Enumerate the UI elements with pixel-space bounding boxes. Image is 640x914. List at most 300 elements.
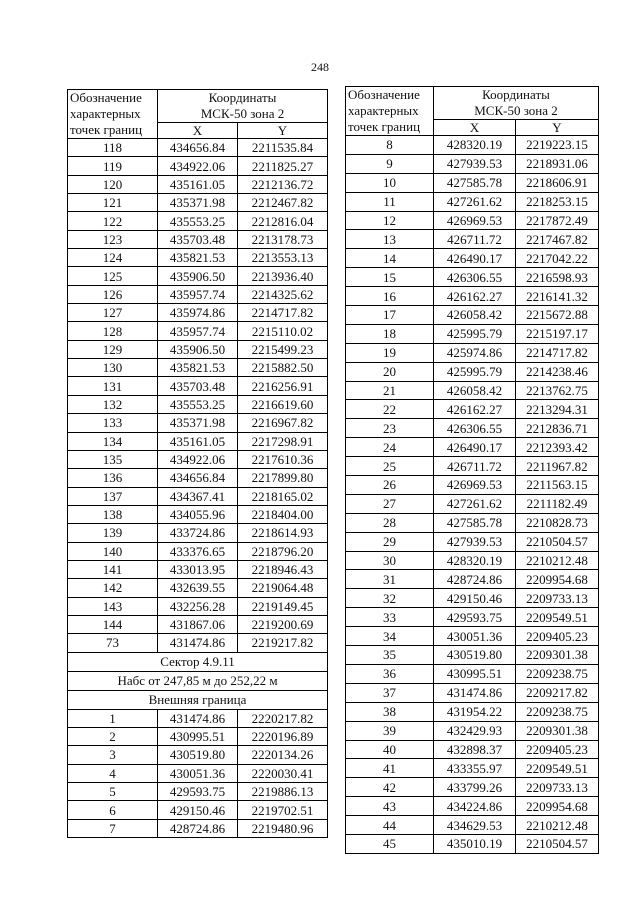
point-id-cell: 35 — [346, 646, 434, 665]
coordinates-table-left — [67, 89, 328, 838]
y-coordinate-cell: 2215197.17 — [516, 324, 599, 343]
point-id-cell: 131 — [68, 377, 158, 395]
table-row — [68, 469, 328, 487]
table-row — [68, 395, 328, 413]
table-row — [68, 579, 328, 597]
table-row — [68, 414, 328, 432]
y-coordinate-cell: 2209217.82 — [516, 683, 599, 702]
y-coordinate-cell: 2215499.23 — [238, 340, 328, 358]
table-row — [68, 432, 328, 450]
table-row — [68, 450, 328, 468]
x-coordinate-cell: 434629.53 — [434, 816, 516, 835]
x-coordinate-cell: 431954.22 — [434, 702, 516, 721]
y-coordinate-cell: 2214717.82 — [516, 343, 599, 362]
y-coordinate-cell: 2216619.60 — [238, 395, 328, 413]
x-coordinate-cell: 432429.93 — [434, 721, 516, 740]
y-coordinate-cell: 2210504.57 — [516, 532, 599, 551]
y-coordinate-cell: 2218796.20 — [238, 542, 328, 560]
table-row — [346, 608, 599, 627]
point-id-cell: 38 — [346, 702, 434, 721]
x-coordinate-cell: 430051.36 — [434, 627, 516, 646]
y-coordinate-cell: 2209238.75 — [516, 702, 599, 721]
point-id-cell: 7 — [68, 819, 158, 837]
table-row — [346, 702, 599, 721]
table-row — [346, 173, 599, 192]
x-coordinate-cell: 428320.19 — [434, 551, 516, 570]
point-id-cell: 121 — [68, 194, 158, 212]
x-coordinate-cell: 426711.72 — [434, 230, 516, 249]
table-row — [346, 400, 599, 419]
table-row — [346, 457, 599, 476]
point-id-cell: 9 — [346, 154, 434, 173]
y-coordinate-cell: 2213178.73 — [238, 230, 328, 248]
point-id-cell: 42 — [346, 778, 434, 797]
point-id-cell: 142 — [68, 579, 158, 597]
x-coordinate-cell: 433013.95 — [158, 560, 238, 578]
y-coordinate-cell: 2220217.82 — [238, 709, 328, 727]
designation-header-line: характерных — [348, 103, 419, 118]
point-id-cell: 29 — [346, 532, 434, 551]
x-coordinate-cell: 428320.19 — [434, 136, 516, 155]
y-coordinate-cell: 2210828.73 — [516, 513, 599, 532]
table-row — [68, 249, 328, 267]
table-row — [346, 532, 599, 551]
x-coordinate-cell: 435161.05 — [158, 175, 238, 193]
point-id-cell: 124 — [68, 249, 158, 267]
y-coordinate-cell: 2211967.82 — [516, 457, 599, 476]
y-coordinate-cell: 2218606.91 — [516, 173, 599, 192]
table-row — [68, 377, 328, 395]
x-coordinate-cell: 434367.41 — [158, 487, 238, 505]
y-coordinate-cell: 2217298.91 — [238, 432, 328, 450]
table-row — [68, 524, 328, 542]
y-coordinate-cell: 2214238.46 — [516, 362, 599, 381]
coordinate-system-label: МСК-50 зона 2 — [474, 103, 558, 118]
y-coordinate-cell: 2219223.15 — [516, 136, 599, 155]
right-table-body — [346, 136, 599, 854]
y-coordinate-cell: 2212836.71 — [516, 419, 599, 438]
left-table-body-outer-boundary — [68, 709, 328, 837]
x-coordinate-cell: 434656.84 — [158, 139, 238, 157]
x-coordinate-cell: 431474.86 — [158, 709, 238, 727]
point-id-cell: 129 — [68, 340, 158, 358]
x-coordinate-cell: 431474.86 — [158, 634, 238, 652]
x-coordinate-cell: 434224.86 — [434, 797, 516, 816]
x-coordinate-cell: 430519.80 — [434, 646, 516, 665]
x-coordinate-cell: 427261.62 — [434, 494, 516, 513]
y-coordinate-cell: 2209405.23 — [516, 740, 599, 759]
table-row — [346, 816, 599, 835]
x-coordinate-cell: 428724.86 — [434, 570, 516, 589]
y-coordinate-cell: 2218931.06 — [516, 154, 599, 173]
table-row — [346, 721, 599, 740]
point-id-cell: 12 — [346, 211, 434, 230]
y-coordinate-cell: 2209954.68 — [516, 570, 599, 589]
designation-header-line: Обозначение — [70, 90, 142, 105]
y-coordinate-cell: 2209301.38 — [516, 721, 599, 740]
y-coordinate-cell: 2211563.15 — [516, 476, 599, 495]
y-coordinate-cell: 2217872.49 — [516, 211, 599, 230]
table-row — [68, 230, 328, 248]
table-row — [68, 727, 328, 745]
table-row — [346, 494, 599, 513]
y-coordinate-cell: 2213553.13 — [238, 249, 328, 267]
y-coordinate-cell: 2220134.26 — [238, 746, 328, 764]
table-row — [68, 175, 328, 193]
point-id-cell: 126 — [68, 285, 158, 303]
designation-header — [346, 87, 434, 136]
table-row — [346, 306, 599, 325]
y-coordinate-cell: 2217610.36 — [238, 450, 328, 468]
x-coordinate-cell: 433724.86 — [158, 524, 238, 542]
x-coordinate-cell: 435957.74 — [158, 322, 238, 340]
table-row — [346, 476, 599, 495]
point-id-cell: 17 — [346, 306, 434, 325]
x-column-header: X — [158, 123, 238, 139]
x-coordinate-cell: 435703.48 — [158, 377, 238, 395]
point-id-cell: 45 — [346, 834, 434, 853]
y-coordinate-cell: 2214325.62 — [238, 285, 328, 303]
x-coordinate-cell: 430519.80 — [158, 746, 238, 764]
table-row — [68, 801, 328, 819]
y-coordinate-cell: 2215110.02 — [238, 322, 328, 340]
table-row — [346, 589, 599, 608]
y-coordinate-cell: 2217042.22 — [516, 249, 599, 268]
y-coordinate-cell: 2209954.68 — [516, 797, 599, 816]
point-id-cell: 20 — [346, 362, 434, 381]
point-id-cell: 22 — [346, 400, 434, 419]
x-coordinate-cell: 432639.55 — [158, 579, 238, 597]
x-coordinate-cell: 432898.37 — [434, 740, 516, 759]
x-coordinate-cell: 435957.74 — [158, 285, 238, 303]
y-coordinate-cell: 2213936.40 — [238, 267, 328, 285]
point-id-cell: 1 — [68, 709, 158, 727]
table-row — [346, 513, 599, 532]
y-coordinate-cell: 2214717.82 — [238, 304, 328, 322]
x-coordinate-cell: 429150.46 — [434, 589, 516, 608]
point-id-cell: 10 — [346, 173, 434, 192]
sector-boundary-label: Внешняя граница — [68, 690, 328, 709]
point-id-cell: 14 — [346, 249, 434, 268]
point-id-cell: 5 — [68, 783, 158, 801]
y-coordinate-cell: 2210212.48 — [516, 551, 599, 570]
x-coordinate-cell: 434055.96 — [158, 505, 238, 523]
x-coordinate-cell: 427585.78 — [434, 513, 516, 532]
point-id-cell: 134 — [68, 432, 158, 450]
y-coordinate-cell: 2209733.13 — [516, 778, 599, 797]
table-row — [68, 322, 328, 340]
table-row — [68, 487, 328, 505]
x-coordinate-cell: 426058.42 — [434, 306, 516, 325]
y-coordinate-cell: 2216141.32 — [516, 287, 599, 306]
point-id-cell: 41 — [346, 759, 434, 778]
y-column-header: Y — [238, 123, 328, 139]
y-coordinate-cell: 2219200.69 — [238, 615, 328, 633]
y-coordinate-cell: 2213762.75 — [516, 381, 599, 400]
y-coordinate-cell: 2216256.91 — [238, 377, 328, 395]
x-coordinate-cell: 435010.19 — [434, 834, 516, 853]
x-coordinate-cell: 426969.53 — [434, 476, 516, 495]
table-row — [346, 136, 599, 155]
x-coordinate-cell: 432256.28 — [158, 597, 238, 615]
coordinates-header-title: Координаты — [208, 90, 277, 105]
table-row — [346, 740, 599, 759]
table-row — [68, 560, 328, 578]
table-row — [346, 627, 599, 646]
point-id-cell: 141 — [68, 560, 158, 578]
y-coordinate-cell: 2209405.23 — [516, 627, 599, 646]
table-row — [346, 646, 599, 665]
point-id-cell: 125 — [68, 267, 158, 285]
y-coordinate-cell: 2219149.45 — [238, 597, 328, 615]
x-coordinate-cell: 425995.79 — [434, 324, 516, 343]
x-coordinate-cell: 426969.53 — [434, 211, 516, 230]
point-id-cell: 132 — [68, 395, 158, 413]
x-coordinate-cell: 433355.97 — [434, 759, 516, 778]
point-id-cell: 133 — [68, 414, 158, 432]
point-id-cell: 32 — [346, 589, 434, 608]
table-row — [68, 194, 328, 212]
y-coordinate-cell: 2218614.93 — [238, 524, 328, 542]
designation-header-line: характерных — [70, 106, 141, 121]
point-id-cell: 30 — [346, 551, 434, 570]
point-id-cell: 37 — [346, 683, 434, 702]
point-id-cell: 73 — [68, 634, 158, 652]
table-row — [68, 764, 328, 782]
table-row — [346, 664, 599, 683]
x-coordinate-cell: 433376.65 — [158, 542, 238, 560]
coordinates-table-right — [345, 86, 599, 854]
point-id-cell: 135 — [68, 450, 158, 468]
table-row — [346, 287, 599, 306]
table-row — [68, 285, 328, 303]
y-coordinate-cell: 2211535.84 — [238, 139, 328, 157]
x-coordinate-cell: 435371.98 — [158, 414, 238, 432]
point-id-cell: 44 — [346, 816, 434, 835]
table-row — [346, 362, 599, 381]
point-id-cell: 119 — [68, 157, 158, 175]
y-coordinate-cell: 2209733.13 — [516, 589, 599, 608]
y-coordinate-cell: 2218253.15 — [516, 192, 599, 211]
x-coordinate-cell: 426058.42 — [434, 381, 516, 400]
x-coordinate-cell: 426162.27 — [434, 287, 516, 306]
point-id-cell: 3 — [68, 746, 158, 764]
designation-header — [68, 90, 158, 139]
x-coordinate-cell: 425974.86 — [434, 343, 516, 362]
x-coordinate-cell: 434922.06 — [158, 157, 238, 175]
x-coordinate-cell: 435553.25 — [158, 395, 238, 413]
x-coordinate-cell: 430995.51 — [434, 664, 516, 683]
x-coordinate-cell: 425995.79 — [434, 362, 516, 381]
point-id-cell: 144 — [68, 615, 158, 633]
y-coordinate-cell: 2210212.48 — [516, 816, 599, 835]
table-row — [346, 551, 599, 570]
left-table-body — [68, 139, 328, 653]
x-coordinate-cell: 435821.53 — [158, 359, 238, 377]
table-row — [68, 615, 328, 633]
y-coordinate-cell: 2219217.82 — [238, 634, 328, 652]
page-number: 248 — [311, 60, 329, 74]
point-id-cell: 25 — [346, 457, 434, 476]
point-id-cell: 8 — [346, 136, 434, 155]
table-row — [68, 819, 328, 837]
table-row — [346, 834, 599, 853]
point-id-cell: 140 — [68, 542, 158, 560]
point-id-cell: 128 — [68, 322, 158, 340]
y-coordinate-cell: 2211825.27 — [238, 157, 328, 175]
y-coordinate-cell: 2211182.49 — [516, 494, 599, 513]
y-coordinate-cell: 2209549.51 — [516, 608, 599, 627]
point-id-cell: 123 — [68, 230, 158, 248]
table-row — [68, 304, 328, 322]
designation-header-line: Обозначение — [348, 87, 420, 102]
y-coordinate-cell: 2218404.00 — [238, 505, 328, 523]
x-coordinate-cell: 431867.06 — [158, 615, 238, 633]
y-coordinate-cell: 2218946.43 — [238, 560, 328, 578]
x-coordinate-cell: 426306.55 — [434, 268, 516, 287]
point-id-cell: 36 — [346, 664, 434, 683]
table-row — [346, 343, 599, 362]
table-row — [346, 438, 599, 457]
x-coordinate-cell: 427261.62 — [434, 192, 516, 211]
y-coordinate-cell: 2212136.72 — [238, 175, 328, 193]
table-row — [346, 570, 599, 589]
y-coordinate-cell: 2219480.96 — [238, 819, 328, 837]
y-coordinate-cell: 2220196.89 — [238, 727, 328, 745]
table-row — [68, 139, 328, 157]
y-coordinate-cell: 2210504.57 — [516, 834, 599, 853]
table-row — [68, 709, 328, 727]
table-row — [68, 783, 328, 801]
table-row — [346, 683, 599, 702]
y-coordinate-cell: 2209238.75 — [516, 664, 599, 683]
point-id-cell: 34 — [346, 627, 434, 646]
x-coordinate-cell: 435821.53 — [158, 249, 238, 267]
point-id-cell: 27 — [346, 494, 434, 513]
point-id-cell: 18 — [346, 324, 434, 343]
table-row — [68, 542, 328, 560]
x-coordinate-cell: 433799.26 — [434, 778, 516, 797]
y-coordinate-cell: 2212393.42 — [516, 438, 599, 457]
y-coordinate-cell: 2212816.04 — [238, 212, 328, 230]
point-id-cell: 4 — [68, 764, 158, 782]
y-coordinate-cell: 2220030.41 — [238, 764, 328, 782]
table-row — [68, 157, 328, 175]
designation-header-line: точек границ — [70, 122, 143, 137]
point-id-cell: 40 — [346, 740, 434, 759]
table-row — [68, 634, 328, 652]
coordinate-system-label: МСК-50 зона 2 — [200, 106, 285, 121]
y-coordinate-cell: 2219702.51 — [238, 801, 328, 819]
sector-block — [68, 652, 328, 709]
point-id-cell: 24 — [346, 438, 434, 457]
x-coordinate-cell: 430995.51 — [158, 727, 238, 745]
x-coordinate-cell: 435974.86 — [158, 304, 238, 322]
point-id-cell: 11 — [346, 192, 434, 211]
y-coordinate-cell: 2218165.02 — [238, 487, 328, 505]
table-row — [68, 267, 328, 285]
sector-height-range: Набс от 247,85 м до 252,22 м — [68, 671, 328, 690]
point-id-cell: 15 — [346, 268, 434, 287]
point-id-cell: 130 — [68, 359, 158, 377]
x-coordinate-cell: 435553.25 — [158, 212, 238, 230]
x-coordinate-cell: 435906.50 — [158, 267, 238, 285]
y-column-header: Y — [516, 120, 599, 136]
point-id-cell: 122 — [68, 212, 158, 230]
table-row — [68, 746, 328, 764]
table-row — [346, 797, 599, 816]
x-coordinate-cell: 426162.27 — [434, 400, 516, 419]
x-coordinate-cell: 431474.86 — [434, 683, 516, 702]
x-coordinate-cell: 428724.86 — [158, 819, 238, 837]
x-coordinate-cell: 426490.17 — [434, 438, 516, 457]
table-row — [68, 597, 328, 615]
designation-header-line: точек границ — [348, 119, 421, 134]
point-id-cell: 143 — [68, 597, 158, 615]
point-id-cell: 137 — [68, 487, 158, 505]
point-id-cell: 120 — [68, 175, 158, 193]
y-coordinate-cell: 2209549.51 — [516, 759, 599, 778]
x-coordinate-cell: 426711.72 — [434, 457, 516, 476]
point-id-cell: 21 — [346, 381, 434, 400]
table-row — [68, 212, 328, 230]
table-row — [346, 759, 599, 778]
point-id-cell: 16 — [346, 287, 434, 306]
x-coordinate-cell: 435371.98 — [158, 194, 238, 212]
x-coordinate-cell: 435161.05 — [158, 432, 238, 450]
table-row — [346, 230, 599, 249]
point-id-cell: 19 — [346, 343, 434, 362]
table-row — [346, 778, 599, 797]
y-coordinate-cell: 2215672.88 — [516, 306, 599, 325]
table-row — [68, 505, 328, 523]
y-coordinate-cell: 2213294.31 — [516, 400, 599, 419]
point-id-cell: 118 — [68, 139, 158, 157]
x-coordinate-cell: 426306.55 — [434, 419, 516, 438]
y-coordinate-cell: 2215882.50 — [238, 359, 328, 377]
x-coordinate-cell: 429593.75 — [434, 608, 516, 627]
x-coordinate-cell: 429593.75 — [158, 783, 238, 801]
table-row — [346, 154, 599, 173]
table-row — [346, 419, 599, 438]
x-coordinate-cell: 427939.53 — [434, 154, 516, 173]
point-id-cell: 139 — [68, 524, 158, 542]
y-coordinate-cell: 2209301.38 — [516, 646, 599, 665]
coordinates-header — [158, 90, 328, 123]
x-coordinate-cell: 427939.53 — [434, 532, 516, 551]
x-column-header: X — [434, 120, 516, 136]
coordinates-header-title: Координаты — [482, 87, 550, 102]
point-id-cell: 31 — [346, 570, 434, 589]
x-coordinate-cell: 427585.78 — [434, 173, 516, 192]
point-id-cell: 28 — [346, 513, 434, 532]
y-coordinate-cell: 2219886.13 — [238, 783, 328, 801]
x-coordinate-cell: 429150.46 — [158, 801, 238, 819]
point-id-cell: 39 — [346, 721, 434, 740]
x-coordinate-cell: 434922.06 — [158, 450, 238, 468]
point-id-cell: 2 — [68, 727, 158, 745]
point-id-cell: 127 — [68, 304, 158, 322]
table-row — [346, 381, 599, 400]
y-coordinate-cell: 2212467.82 — [238, 194, 328, 212]
point-id-cell: 23 — [346, 419, 434, 438]
y-coordinate-cell: 2219064.48 — [238, 579, 328, 597]
table-row — [346, 192, 599, 211]
point-id-cell: 33 — [346, 608, 434, 627]
table-row — [346, 324, 599, 343]
coordinates-header — [434, 87, 599, 120]
y-coordinate-cell: 2216967.82 — [238, 414, 328, 432]
